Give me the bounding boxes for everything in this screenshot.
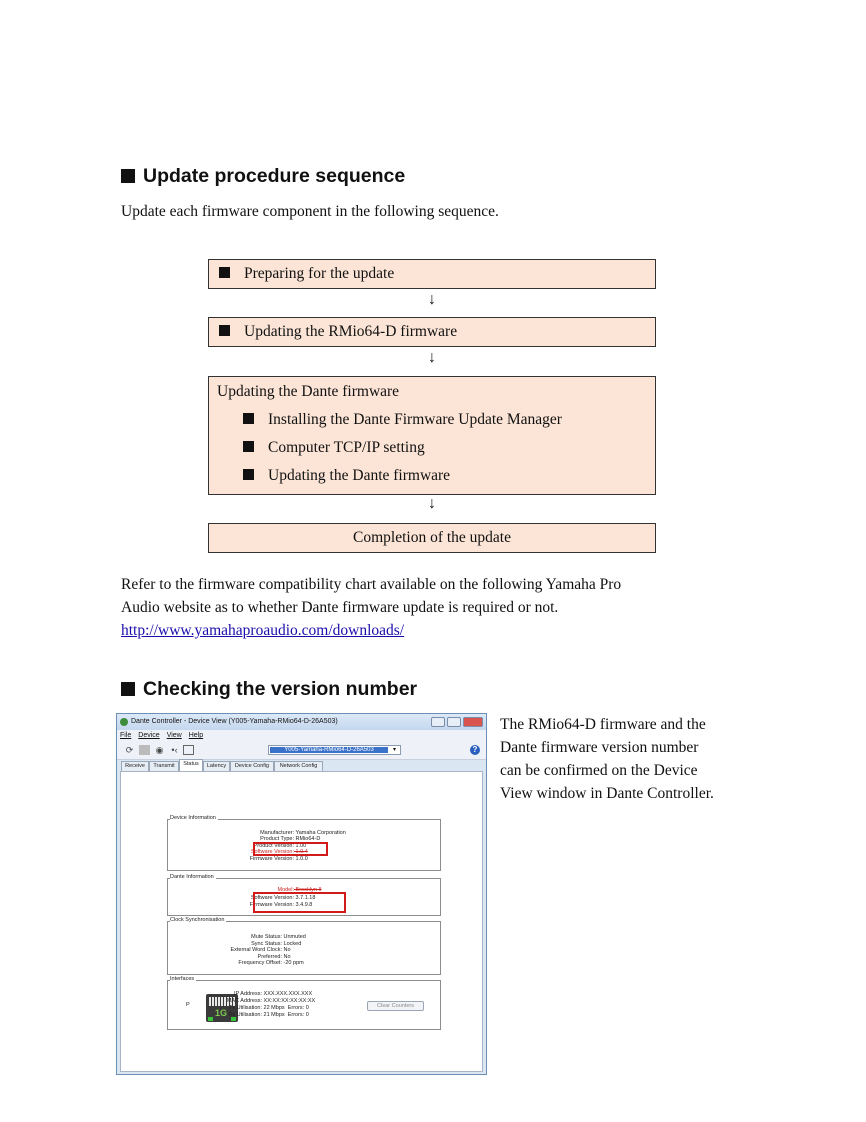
link-speed: 1G — [215, 1008, 228, 1018]
dante-software-version-row: Software Version: 3.7.1.18 — [250, 895, 316, 901]
flow-substep: Computer TCP/IP setting — [217, 434, 655, 462]
flow-substep: Installing the Dante Firmware Update Manager — [217, 406, 655, 434]
intro-text: Update each firmware component in the following sequence. — [121, 203, 499, 220]
dante-information-group — [167, 874, 441, 916]
window-title: Dante Controller - Device View (Y005-Yamaha-RMio64-D-26A503) — [131, 718, 338, 725]
toolbar — [117, 741, 486, 760]
external-word-clock-row: External Word Clock: No — [230, 947, 291, 953]
menu-bar — [117, 730, 486, 741]
black-square-icon — [121, 169, 135, 183]
menu-view[interactable]: View — [166, 732, 182, 739]
software-version-row: Software Version: 1.0.4 — [250, 849, 308, 855]
clock-synchronisation-group — [167, 917, 441, 975]
tab-receive[interactable]: Receive — [121, 761, 149, 771]
flow-step-dante-title: Updating the Dante firmware — [217, 383, 400, 400]
dante-firmware-version-row: Firmware Version: 3.4.9.8 — [249, 902, 313, 908]
tab-status[interactable]: Status — [179, 759, 203, 771]
version-desc-line: Dante firmware version number — [500, 739, 699, 756]
dante-controller-window — [116, 713, 487, 1075]
group-label: Device Information — [170, 815, 216, 821]
rx-utilisation-row: Rx Utilisation: 21 Mbps Errors: 0 — [228, 1012, 309, 1018]
menu-file[interactable]: File — [120, 732, 132, 739]
flow-step-dante-firmware — [208, 376, 656, 495]
window-titlebar — [117, 714, 486, 730]
device-select[interactable] — [268, 745, 401, 755]
flow-step-rmio-firmware: Updating the RMio64-D firmware — [208, 317, 656, 347]
flow-step-completion: Completion of the update — [208, 523, 656, 553]
status-panel — [120, 771, 483, 1072]
downloads-link[interactable]: http://www.yamahaproaudio.com/downloads/ — [121, 622, 405, 639]
bullet-square-icon — [219, 325, 230, 336]
eye-icon[interactable]: ◉ — [155, 745, 164, 755]
section-heading-checking-version: Checking the version number — [121, 678, 417, 701]
bullet-square-icon — [243, 413, 254, 424]
interfaces-group — [167, 976, 441, 1030]
flow-substep: Updating the Dante firmware — [217, 462, 655, 490]
product-type-row: Product Type: RMio64-D — [260, 836, 321, 842]
refer-text-line1: Refer to the firmware compatibility chart available on the following Yamaha Pro — [121, 576, 622, 593]
connect-icon[interactable]: •‹ — [171, 745, 178, 755]
close-button[interactable] — [463, 717, 483, 727]
refresh-icon[interactable]: ⟳ — [125, 745, 134, 755]
device-information-group — [167, 815, 441, 871]
group-label: Interfaces — [170, 976, 195, 982]
device-icon[interactable] — [139, 745, 150, 755]
black-square-icon — [121, 682, 135, 696]
dante-app-icon — [120, 718, 128, 726]
firmware-version-row: Firmware Version: 1.0.0 — [249, 856, 308, 862]
highlight-box — [253, 892, 346, 913]
grid-icon[interactable] — [183, 745, 194, 755]
minimize-button[interactable] — [431, 717, 445, 727]
tab-device-config[interactable]: Device Config — [230, 761, 274, 771]
ip-address-row: IP Address: XXX.XXX.XXX.XXX — [233, 991, 313, 997]
tab-latency[interactable]: Latency — [203, 761, 230, 771]
group-label: Dante Information — [170, 874, 214, 880]
clear-counters-button[interactable]: Clear Counters — [367, 1001, 424, 1011]
frequency-offset-row: Frequency Offset: -20 ppm — [238, 960, 304, 966]
port-label: P — [186, 1002, 190, 1008]
sync-status-row: Sync Status: Locked — [251, 941, 302, 947]
manufacturer-row: Manufacturer: Yamaha Corporation — [260, 830, 346, 836]
version-desc-line: can be confirmed on the Device — [500, 762, 698, 779]
mac-address-row: MAC Address: XX:XX:XX:XX:XX:XX — [226, 998, 316, 1004]
bullet-square-icon — [243, 441, 254, 452]
bullet-square-icon — [219, 267, 230, 278]
version-desc-line: View window in Dante Controller. — [500, 785, 714, 802]
down-arrow-icon: ↓ — [428, 349, 436, 366]
product-version-row: Product Version: 1.00 — [253, 843, 307, 849]
tx-utilisation-row: Tx Utilisation: 22 Mbps Errors: 0 — [228, 1005, 309, 1011]
bullet-square-icon — [243, 469, 254, 480]
group-label: Clock Synchronisation — [170, 917, 225, 923]
flow-step-preparing: Preparing for the update — [208, 259, 656, 289]
maximize-button[interactable] — [447, 717, 461, 727]
chevron-down-icon: ▾ — [392, 747, 396, 753]
highlight-box — [253, 842, 328, 856]
refer-text-line2: Audio website as to whether Dante firmware update is required or not. — [121, 599, 559, 616]
section-heading-update-procedure: Update procedure sequence — [121, 165, 405, 188]
menu-device[interactable]: Device — [138, 732, 160, 739]
down-arrow-icon: ↓ — [428, 291, 436, 308]
tab-network-config[interactable]: Network Config — [274, 761, 323, 771]
version-desc-line: The RMio64-D firmware and the — [500, 716, 706, 733]
down-arrow-icon: ↓ — [428, 495, 436, 512]
tab-transmit[interactable]: Transmit — [149, 761, 179, 771]
help-icon[interactable]: ? — [470, 745, 480, 755]
menu-help[interactable]: Help — [188, 732, 204, 739]
model-row: Model: Brooklyn II — [277, 887, 322, 893]
preferred-row: Preferred: No — [257, 954, 291, 960]
device-select-value: Y005-Yamaha-RMio64-D-26A503 — [270, 747, 388, 753]
mute-status-row: Mute Status: Unmuted — [251, 934, 306, 940]
